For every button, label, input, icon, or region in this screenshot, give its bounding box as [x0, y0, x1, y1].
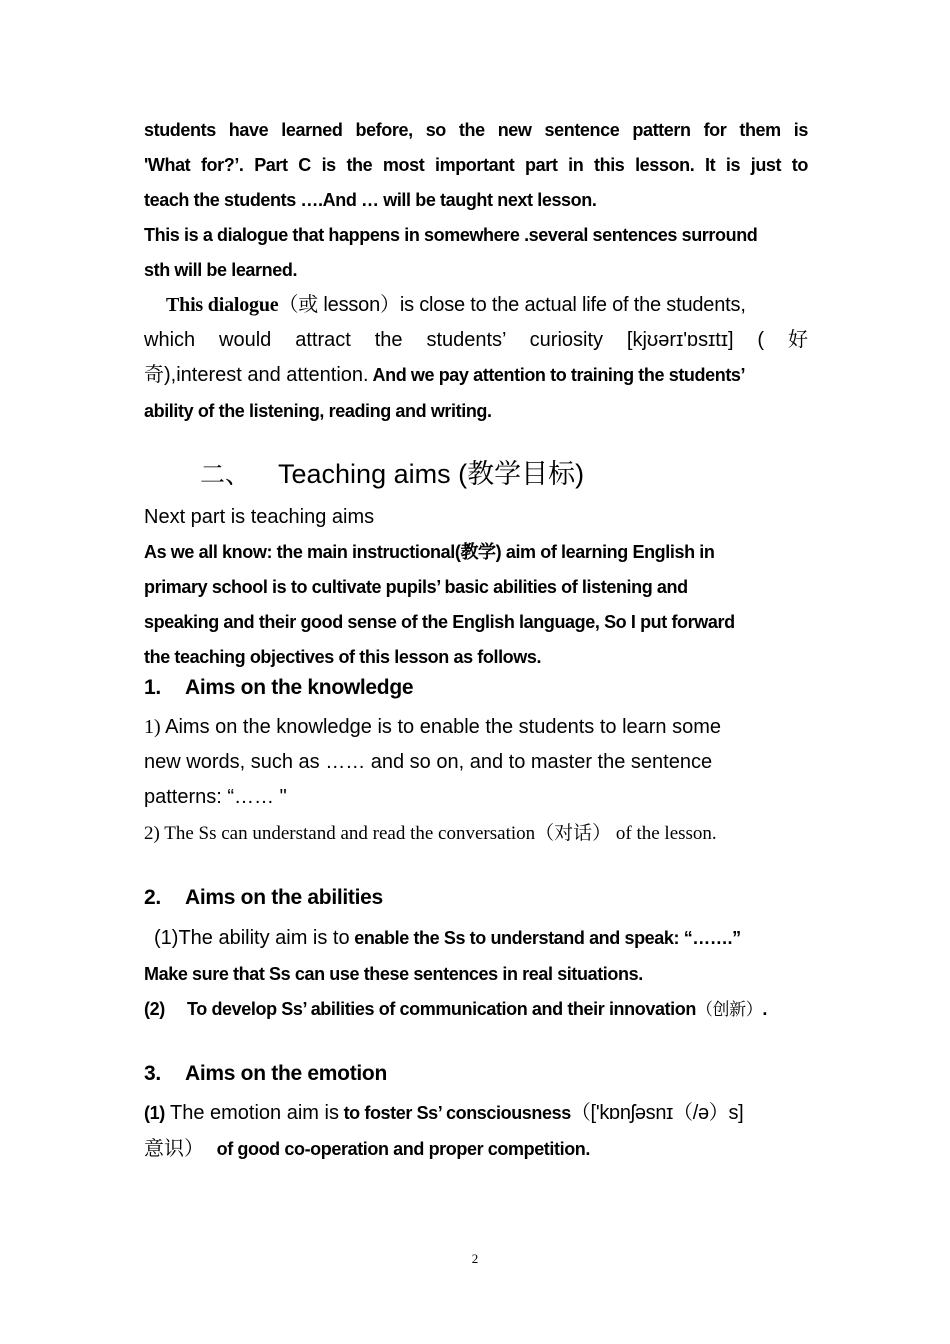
text-span: And we pay attention to training the students’: [368, 365, 746, 385]
text-line: Make sure that Ss can use these sentences in real situations.: [144, 964, 643, 984]
text-span: 意识）: [144, 1138, 204, 1160]
text-line: [144, 1132, 808, 1168]
aim-1-item-2: 2) The Ss can understand and read the conversation（对话） of the lesson.: [144, 823, 717, 844]
text-span: .: [762, 999, 767, 1019]
heading-number: 1.: [144, 676, 161, 699]
item-number: 1): [144, 716, 161, 738]
section-number: 二、: [200, 460, 251, 489]
text-line: [144, 710, 808, 745]
text-span: to foster Ss’ consciousness: [338, 1103, 571, 1123]
next-part-text: Next part is teaching aims: [144, 506, 375, 528]
text-line: sth will be learned.: [144, 260, 298, 280]
dialogue-rest: （或 lesson）is close to the actual life of the students,: [278, 294, 746, 316]
text-line: patterns: “…… ": [144, 786, 287, 808]
text-span: To develop Ss’ abilities of communication and their innovation: [187, 999, 696, 1019]
item-number: (1): [144, 1103, 165, 1123]
aim-2-items: [144, 921, 808, 1028]
heading-title: Aims on the knowledge: [185, 676, 414, 699]
text-span: Aims on the knowledge is to enable the students to learn some: [160, 716, 722, 738]
text-line: [144, 992, 808, 1028]
text-line: [144, 1096, 808, 1132]
phonetic-text: （['kɒnʃəsnɪ（/ə）s]: [570, 1102, 744, 1124]
text-line: primary school is to cultivate pupils’ basic abilities of listening and: [144, 577, 688, 597]
text-line: speaking and their good sense of the English language, So I put forward: [144, 612, 735, 632]
text-line: [144, 358, 808, 394]
text-line: students have learned before, so the new sentence pattern for them is: [144, 120, 808, 140]
text-line: ability of the listening, reading and writing.: [144, 401, 492, 421]
heading-number: 2.: [144, 886, 161, 909]
text-span: of good co-operation and proper competition.: [212, 1139, 590, 1159]
text-span: 奇),interest and attention.: [144, 364, 369, 386]
dialogue-lead: This dialogue: [166, 294, 279, 316]
text-line: the teaching objectives of this lesson as follows.: [144, 647, 542, 667]
text-line: [144, 288, 808, 323]
intro-paragraph-2: [144, 218, 808, 288]
heading-title: Aims on the emotion: [185, 1062, 387, 1085]
text-span: The emotion aim is: [164, 1102, 339, 1124]
text-line: [144, 921, 808, 957]
text-span: (1)The ability aim is to: [154, 927, 350, 949]
page-number: 2: [471, 1251, 479, 1266]
intro-paragraph-1: [144, 113, 808, 218]
section-heading: [200, 456, 584, 493]
intro-paragraph-3: [144, 288, 808, 429]
text-line: This is a dialogue that happens in somewhere .several sentences surround: [144, 225, 758, 245]
item-number: (2): [144, 999, 165, 1019]
text-line: As we all know: the main instructional(教学) aim of learning English in: [144, 542, 715, 562]
heading-title: Aims on the abilities: [185, 886, 383, 909]
text-line: teach the students ….And … will be taught next lesson.: [144, 190, 597, 210]
text-span: enable the Ss to understand and speak: “…….”: [349, 928, 741, 948]
aim-1-heading: [144, 676, 808, 700]
aim-1-item-1: [144, 710, 808, 815]
text-line: new words, such as …… and so on, and to master the sentence: [144, 751, 713, 773]
text-line: which would attract the students’ curiosity [kjʊərɪ'ɒsɪtɪ] ( 好: [144, 329, 808, 351]
section-title: Teaching aims (教学目标): [278, 459, 585, 489]
heading-number: 3.: [144, 1062, 161, 1085]
text-span: （创新）: [695, 1000, 763, 1020]
text-line: 'What for?’. Part C is the most important part in this lesson. It is just to: [144, 155, 808, 175]
aim-3-heading: [144, 1062, 808, 1086]
aim-3-item-1: [144, 1096, 808, 1168]
as-we-know-paragraph: [144, 535, 808, 675]
aim-2-heading: [144, 886, 808, 910]
